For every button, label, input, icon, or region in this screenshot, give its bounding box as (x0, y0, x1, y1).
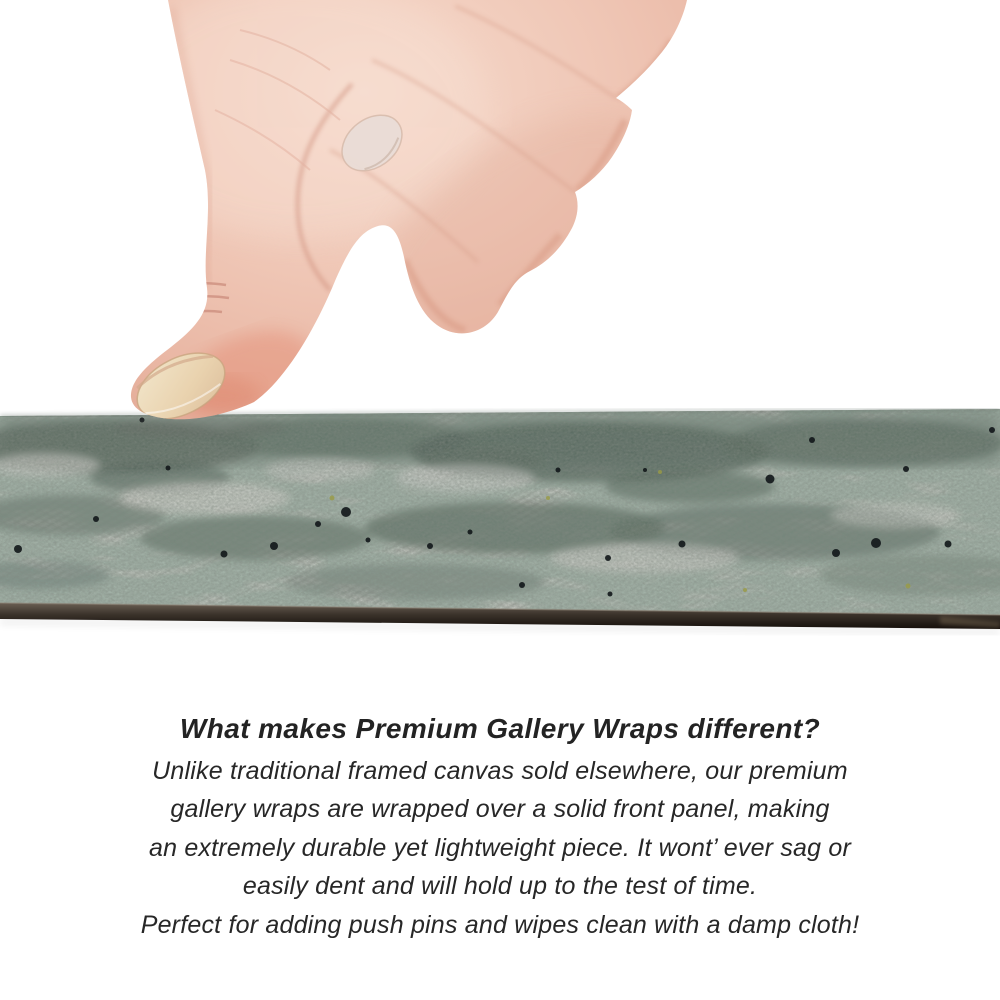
caption-line: easily dent and will hold up to the test of time. (242, 872, 758, 901)
caption-line: an extremely durable yet lightweight piece. It wont’ ever sag or (148, 833, 852, 862)
caption-line: Unlike traditional framed canvas sold elsewhere, our premium (152, 757, 848, 785)
caption-line: Perfect for adding push pins and wipes clean with a damp cloth! (140, 910, 860, 939)
caption-block (0, 712, 1000, 944)
canvas-edge-strip (0, 405, 1000, 634)
caption-heading: What makes Premium Gallery Wraps different? (179, 713, 821, 744)
caption-line: gallery wraps are wrapped over a solid front panel, making (170, 795, 830, 824)
hand-pressing-thumb (110, 0, 714, 432)
